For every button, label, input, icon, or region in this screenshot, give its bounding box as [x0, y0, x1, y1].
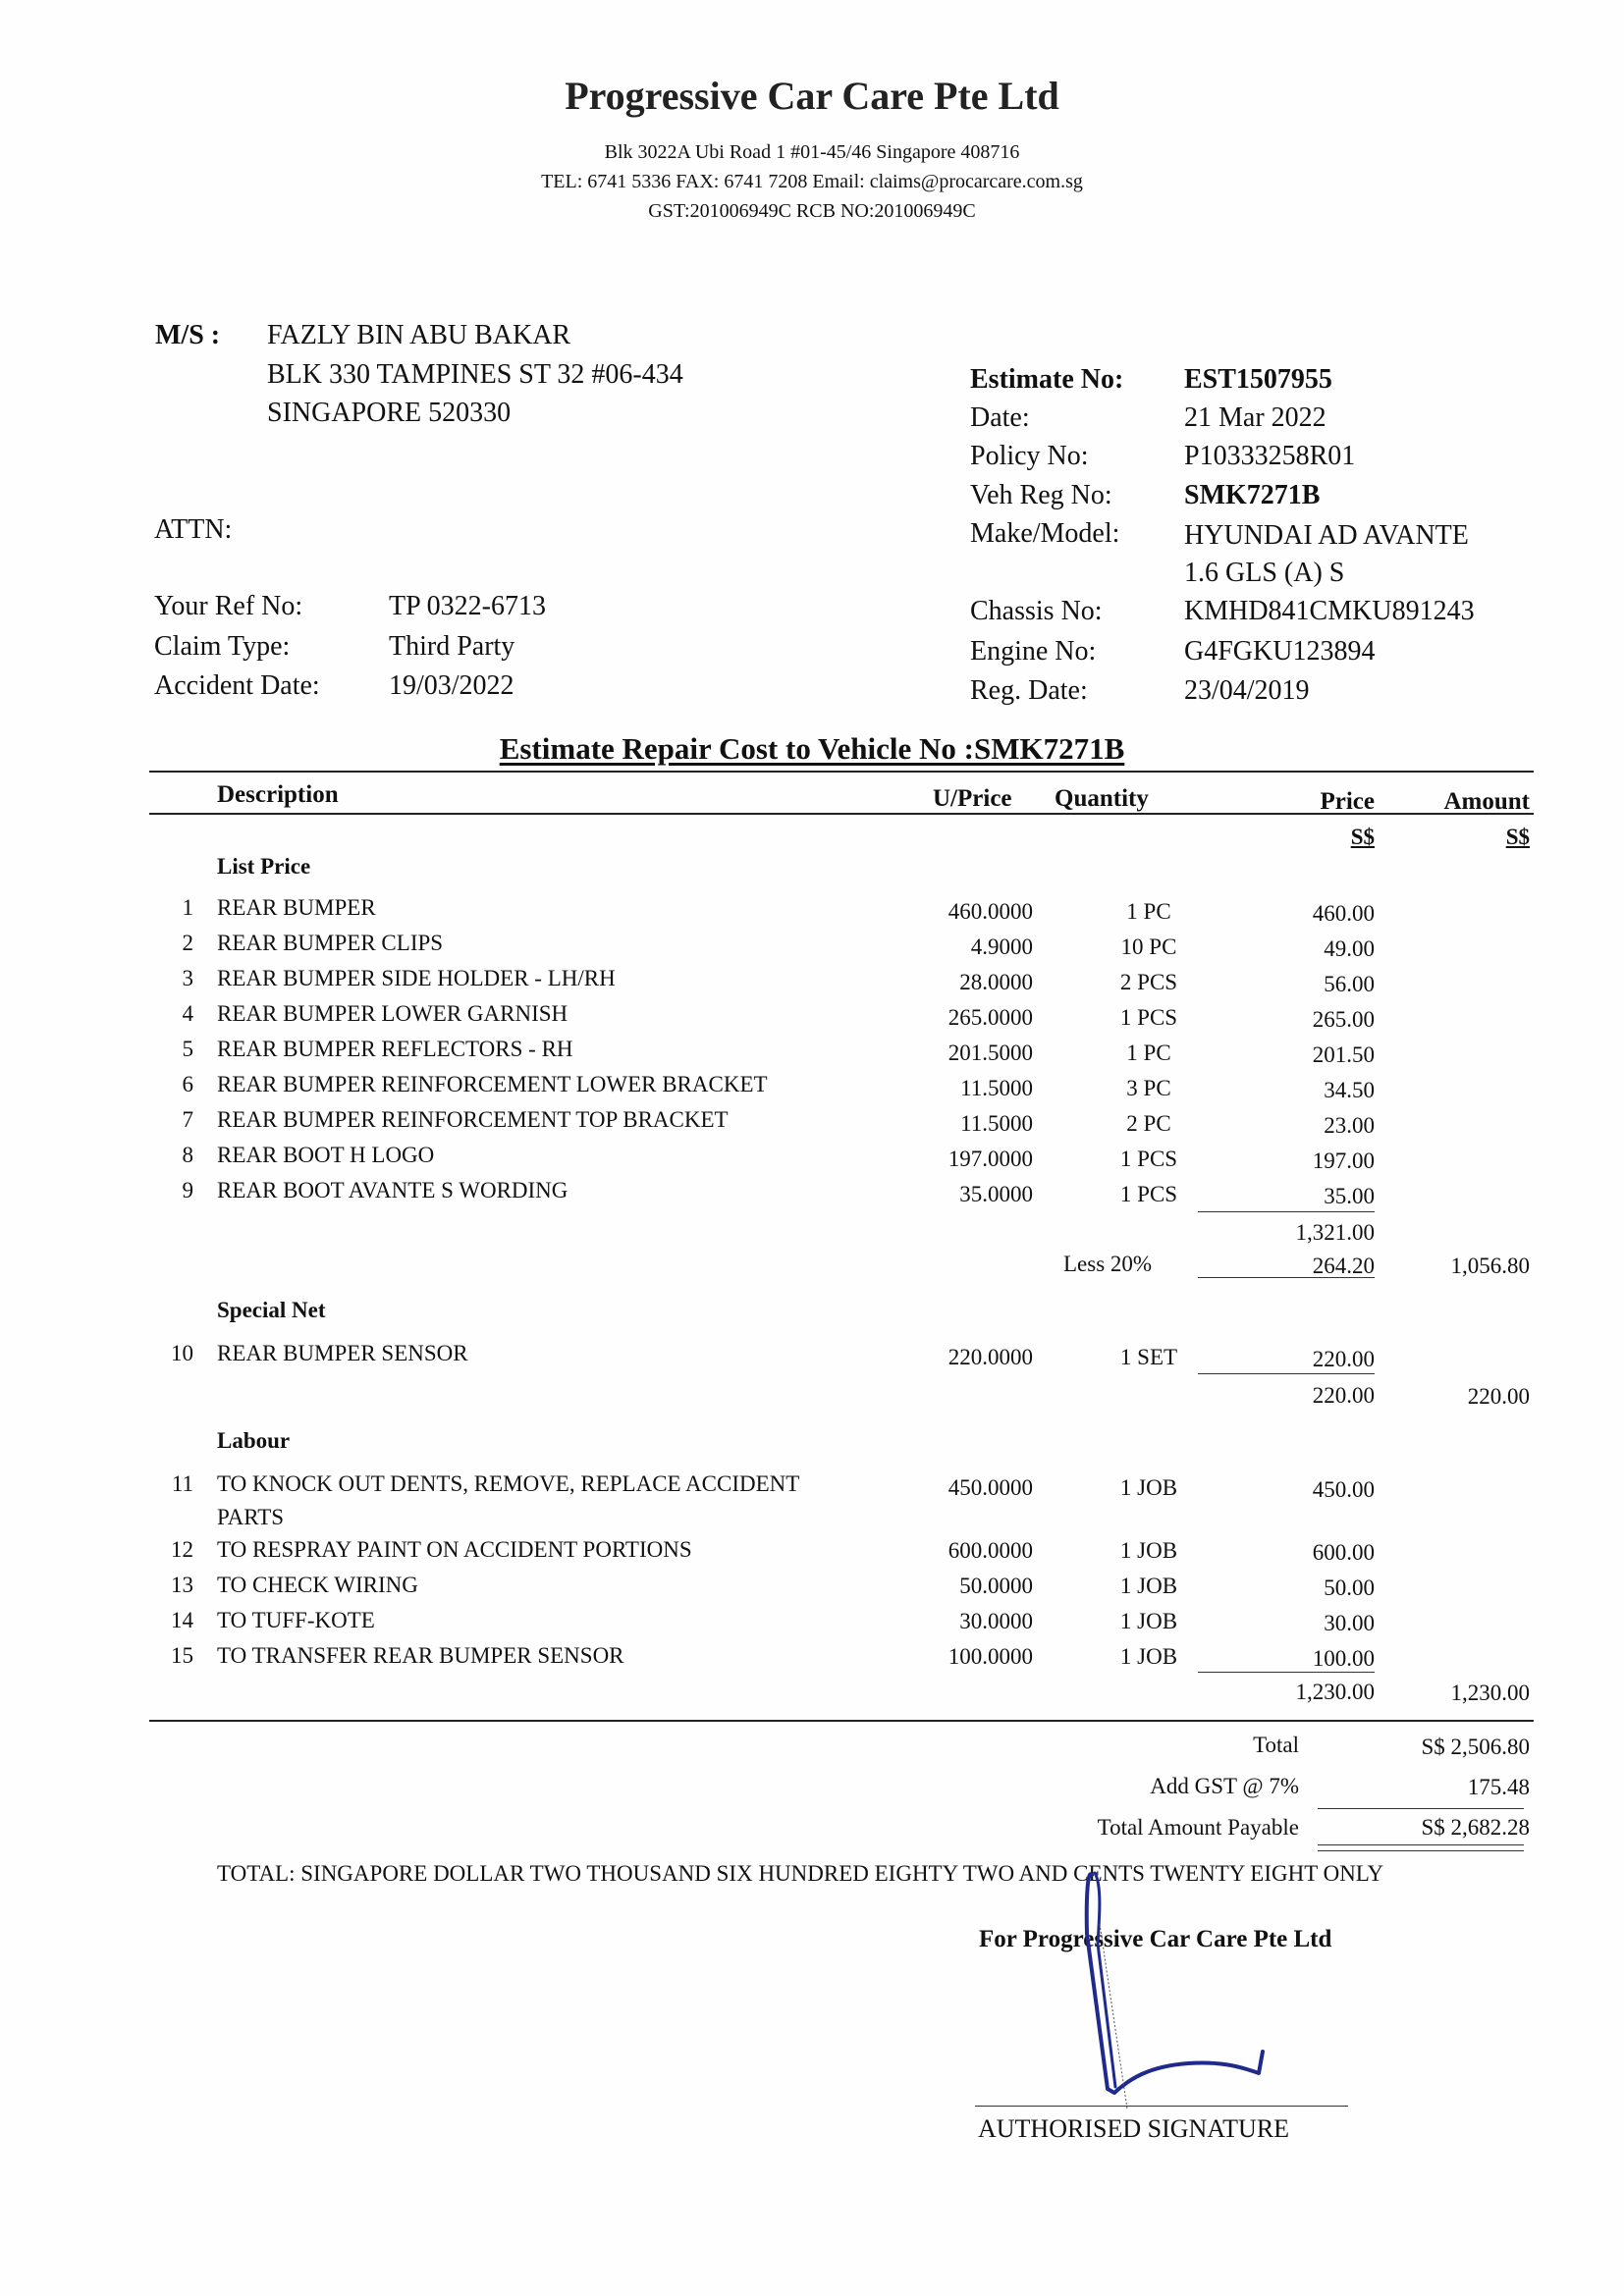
- signature-line: [975, 2106, 1348, 2107]
- make-model-line1: HYUNDAI AD AVANTE: [1184, 520, 1469, 551]
- row-number: 4: [182, 1001, 193, 1026]
- payable-double-rule-top: [1318, 1844, 1524, 1845]
- col-header-uprice: U/Price: [933, 785, 1012, 812]
- row-price: 49.00: [1324, 936, 1375, 961]
- engine-no-value: G4FGKU123894: [1184, 636, 1376, 667]
- gst-value: 175.48: [1467, 1775, 1530, 1799]
- row-description: REAR BOOT AVANTE S WORDING: [217, 1178, 568, 1202]
- row-number: 13: [171, 1573, 193, 1597]
- row-uprice: 50.0000: [959, 1574, 1033, 1598]
- row-price: 100.00: [1312, 1646, 1375, 1671]
- veh-reg-value: SMK7271B: [1184, 480, 1321, 510]
- date-value: 21 Mar 2022: [1184, 402, 1326, 433]
- row-number: 7: [182, 1107, 193, 1132]
- estimate-no-label: Estimate No:: [970, 364, 1124, 395]
- row-uprice: 28.0000: [959, 970, 1033, 994]
- row-uprice: 4.9000: [970, 934, 1033, 959]
- special-net-rule: [1198, 1373, 1375, 1374]
- row-quantity: 2 PCS: [1119, 970, 1178, 994]
- header-top-rule: [149, 771, 1534, 773]
- reg-date-value: 23/04/2019: [1184, 675, 1310, 706]
- row-uprice: 100.0000: [947, 1644, 1033, 1669]
- policy-no-label: Policy No:: [970, 441, 1089, 471]
- row-description: REAR BUMPER SENSOR: [217, 1341, 468, 1365]
- row-uprice: 11.5000: [960, 1111, 1033, 1136]
- labour-amount: 1,230.00: [1450, 1681, 1530, 1705]
- row-uprice: 30.0000: [959, 1609, 1033, 1633]
- row-price: 23.00: [1324, 1113, 1375, 1138]
- section-title-special-net: Special Net: [217, 1298, 326, 1322]
- row-number: 6: [182, 1072, 193, 1096]
- row-price: 197.00: [1312, 1148, 1375, 1173]
- row-number: 2: [182, 931, 193, 955]
- attn-label: ATTN:: [154, 514, 233, 545]
- row-price: 50.00: [1324, 1575, 1375, 1600]
- row-description: REAR BOOT H LOGO: [217, 1143, 435, 1167]
- claim-type-value: Third Party: [389, 631, 515, 662]
- estimate-no-value: EST1507955: [1184, 364, 1332, 395]
- total-label: Total: [1253, 1733, 1299, 1757]
- section-title-labour: Labour: [217, 1428, 291, 1453]
- row-description: REAR BUMPER CLIPS: [217, 931, 444, 955]
- row-quantity: 10 PC: [1120, 934, 1177, 959]
- labour-subtotal: 1,230.00: [1295, 1680, 1375, 1704]
- customer-address-line1: BLK 330 TAMPINES ST 32 #06-434: [267, 359, 683, 390]
- row-description: TO CHECK WIRING: [217, 1573, 418, 1597]
- row-uprice: 265.0000: [947, 1005, 1033, 1030]
- table-title: Estimate Repair Cost to Vehicle No :SMK7271B: [499, 731, 1125, 766]
- payable-double-rule-bottom: [1318, 1850, 1524, 1851]
- row-description: REAR BUMPER REINFORCEMENT TOP BRACKET: [217, 1107, 729, 1132]
- row-quantity: 2 PC: [1126, 1111, 1171, 1136]
- row-number: 12: [171, 1537, 193, 1562]
- row-number: 15: [171, 1643, 193, 1668]
- row-price: 220.00: [1312, 1347, 1375, 1371]
- row-description: TO RESPRAY PAINT ON ACCIDENT PORTIONS: [217, 1537, 692, 1562]
- special-net-subtotal: 220.00: [1312, 1383, 1375, 1408]
- row-price: 56.00: [1324, 972, 1375, 996]
- list-price-amount: 1,056.80: [1450, 1254, 1530, 1278]
- amount-in-words: TOTAL: SINGAPORE DOLLAR TWO THOUSAND SIX HUNDRED EIGHTY TWO AND CENTS TWENTY EIGHT ONLY: [217, 1861, 1384, 1886]
- row-price: 30.00: [1324, 1611, 1375, 1635]
- labour-rule: [1198, 1672, 1375, 1673]
- gst-label: Add GST @ 7%: [1150, 1774, 1299, 1798]
- row-quantity: 1 JOB: [1119, 1475, 1178, 1500]
- gst-rule: [1318, 1808, 1524, 1809]
- row-number: 5: [182, 1037, 193, 1061]
- your-ref-value: TP 0322-6713: [389, 591, 546, 621]
- row-description: REAR BUMPER: [217, 895, 376, 920]
- company-contact: TEL: 6741 5336 FAX: 6741 7208 Email: claims@procarcare.com.sg: [541, 171, 1083, 192]
- row-uprice: 450.0000: [947, 1475, 1033, 1500]
- row-number: 1: [182, 895, 193, 920]
- price-currency: S$: [1350, 825, 1375, 849]
- accident-date-label: Accident Date:: [154, 670, 320, 701]
- row-uprice: 460.0000: [947, 899, 1033, 924]
- reg-date-label: Reg. Date:: [970, 675, 1088, 706]
- row-description: REAR BUMPER REFLECTORS - RH: [217, 1037, 573, 1061]
- row-quantity: 1 JOB: [1119, 1609, 1178, 1633]
- discount-value: 264.20: [1312, 1254, 1375, 1278]
- col-header-description: Description: [217, 781, 339, 808]
- row-uprice: 600.0000: [947, 1538, 1033, 1563]
- for-company-label: For Progressive Car Care Pte Ltd: [979, 1926, 1332, 1952]
- row-uprice: 220.0000: [947, 1345, 1033, 1369]
- discount-rule: [1198, 1277, 1375, 1278]
- accident-date-value: 19/03/2022: [389, 670, 514, 701]
- your-ref-label: Your Ref No:: [154, 591, 303, 621]
- make-model-label: Make/Model:: [970, 518, 1120, 549]
- make-model-line2: 1.6 GLS (A) S: [1184, 558, 1345, 588]
- amount-currency: S$: [1505, 825, 1530, 849]
- row-number: 10: [171, 1341, 193, 1365]
- row-description: REAR BUMPER LOWER GARNISH: [217, 1001, 568, 1026]
- col-header-amount: Amount: [1443, 788, 1530, 815]
- row-price: 265.00: [1312, 1007, 1375, 1032]
- row-number: 9: [182, 1178, 193, 1202]
- handwritten-signature-icon: [1041, 1855, 1276, 2110]
- row-description: TO KNOCK OUT DENTS, REMOVE, REPLACE ACCIDENT: [217, 1471, 800, 1496]
- row-quantity: 1 SET: [1119, 1345, 1178, 1369]
- customer-name: FAZLY BIN ABU BAKAR: [267, 320, 571, 350]
- authorised-signature-label: AUTHORISED SIGNATURE: [978, 2114, 1290, 2143]
- row-uprice: 197.0000: [947, 1147, 1033, 1171]
- ms-label: M/S :: [155, 320, 221, 350]
- chassis-no-label: Chassis No:: [970, 596, 1103, 626]
- row-quantity: 3 PC: [1126, 1076, 1171, 1100]
- row-uprice: 201.5000: [947, 1041, 1033, 1065]
- row-number: 8: [182, 1143, 193, 1167]
- row-quantity: 1 PCS: [1119, 1182, 1178, 1206]
- row-quantity: 1 PCS: [1119, 1005, 1178, 1030]
- chassis-no-value: KMHD841CMKU891243: [1184, 596, 1475, 626]
- row-number: 11: [171, 1471, 193, 1496]
- table-bottom-rule: [149, 1720, 1534, 1722]
- claim-type-label: Claim Type:: [154, 631, 291, 662]
- discount-label: Less 20%: [1063, 1252, 1153, 1276]
- policy-no-value: P10333258R01: [1184, 441, 1356, 471]
- row-description: REAR BUMPER REINFORCEMENT LOWER BRACKET: [217, 1072, 768, 1096]
- row-price: 600.00: [1312, 1540, 1375, 1565]
- list-price-subtotal: 1,321.00: [1295, 1220, 1375, 1245]
- row-quantity: 1 PC: [1126, 899, 1171, 924]
- customer-address-line2: SINGAPORE 520330: [267, 398, 512, 428]
- row-uprice: 11.5000: [960, 1076, 1033, 1100]
- row-price: 460.00: [1312, 901, 1375, 926]
- date-label: Date:: [970, 402, 1030, 433]
- row-description: TO TRANSFER REAR BUMPER SENSOR: [217, 1643, 624, 1668]
- row-quantity: 1 PC: [1126, 1041, 1171, 1065]
- row-description-continued: PARTS: [217, 1505, 285, 1529]
- col-header-quantity: Quantity: [1055, 785, 1149, 812]
- row-price: 201.50: [1312, 1042, 1375, 1067]
- company-address: Blk 3022A Ubi Road 1 #01-45/46 Singapore 408716: [604, 141, 1020, 163]
- section-title-list-price: List Price: [217, 854, 311, 879]
- row-description: TO TUFF-KOTE: [217, 1608, 375, 1632]
- company-name: Progressive Car Care Pte Ltd: [565, 74, 1059, 118]
- row-uprice: 35.0000: [959, 1182, 1033, 1206]
- row-quantity: 1 JOB: [1119, 1538, 1178, 1563]
- row-description: REAR BUMPER SIDE HOLDER - LH/RH: [217, 966, 616, 990]
- row-price: 34.50: [1324, 1078, 1375, 1102]
- total-value: S$ 2,506.80: [1421, 1735, 1530, 1759]
- company-registration: GST:201006949C RCB NO:201006949C: [648, 200, 976, 222]
- total-payable-value: S$ 2,682.28: [1421, 1815, 1530, 1840]
- row-quantity: 1 PCS: [1119, 1147, 1178, 1171]
- subtotal-rule: [1198, 1211, 1375, 1212]
- row-number: 3: [182, 966, 193, 990]
- row-quantity: 1 JOB: [1119, 1574, 1178, 1598]
- engine-no-label: Engine No:: [970, 636, 1097, 667]
- row-price: 450.00: [1312, 1477, 1375, 1502]
- row-price: 35.00: [1324, 1184, 1375, 1208]
- col-header-price: Price: [1320, 788, 1375, 815]
- row-quantity: 1 JOB: [1119, 1644, 1178, 1669]
- total-payable-label: Total Amount Payable: [1097, 1815, 1299, 1840]
- veh-reg-label: Veh Reg No:: [970, 480, 1112, 510]
- special-net-amount: 220.00: [1467, 1384, 1530, 1409]
- row-number: 14: [171, 1608, 193, 1632]
